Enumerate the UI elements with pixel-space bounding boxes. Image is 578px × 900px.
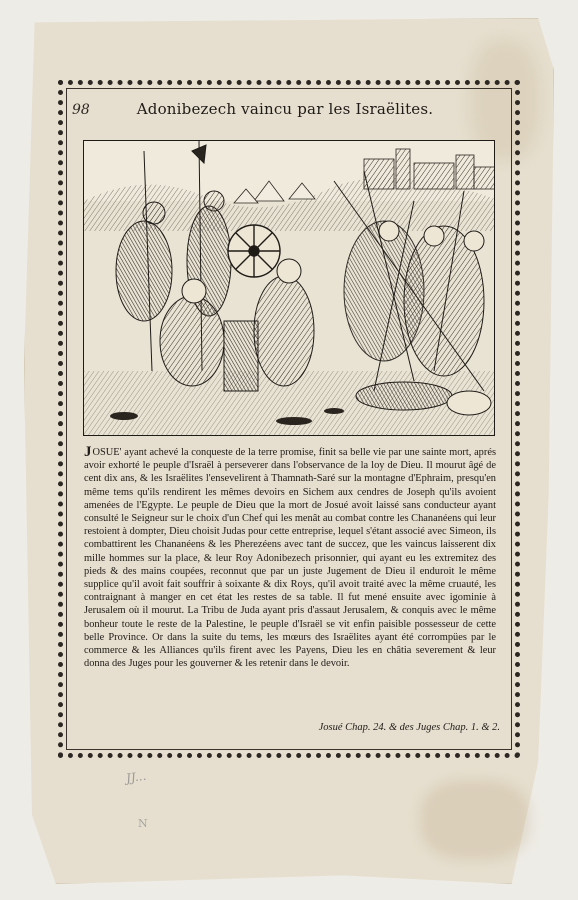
pencil-note: JJ...	[125, 768, 148, 786]
page-number: 98	[72, 102, 90, 118]
engraving-illustration	[83, 140, 495, 436]
stain	[420, 780, 530, 860]
pencil-mark: N	[138, 817, 148, 830]
drop-cap: J	[84, 444, 92, 460]
body-paragraph: OSUE' ayant achevé la conqueste de la terre promise, finit sa belle vie par une sainte mort, aprés avoir exhorté le peuple d'Israël à perseverer dans l'observance de la loy de Dieu. Il mourut âgé de cent dix ans, & les Israëlites l'ensevelirent à Thamnath-Saré sur la montagne d'Ephraim, presqu'en même tems qu'ils rendirent les mêmes devoirs en Sichem aux cendres de Joseph qu'ils avoient amenées de l'Egypte. Le peuple de Dieu que la mort de Josué avoit laissé sans conducteur ayant consulté le Seigneur sur le choix d'un Chef qui les menât au combat contre les Chananéens qui leur restoient à dompter, Dieu choisit Judas pour cette entreprise, lequel s'étant associé avec Simeon, ils combattirent les Chananéens & les Pherezéens avec tant de succez, que les vaincus laisserent dix mille hommes sur la place, & leur Roy Adonibezech prisonnier, qui ayant eu les extremitez des pieds & des mains coupées, reconnut que par un juste Jugement de Dieu il enduroit le même supplice qu'il avoit fait souffrir à soixante & dix Roys, qu'il avoit traité avec la même cruauté, les contraignant à manger en cet état les restes de sa table. Il fut mené ensuite avec igominie à Jerusalem où il mourut. La Tribu de Juda ayant pris d'assaut Jerusalem, & conquis avec le même bonheur toute le reste de la Palestine, le peuple d'Israël se vit enfin paisible possesseur de cette belle Province. Or dans la suite du tems, les mœurs des Israëlites ayant été corrompües par le commerce & les Alliances qu'ils firent avec les Payens, Dieu les en châtia severement & leur donna des Juges pour les gouverner & les retenir dans le devoir.	[84, 447, 496, 670]
page-title: Adonibezech vaincu par les Israëlites.	[136, 100, 434, 118]
battle-scene-image	[84, 141, 495, 436]
scripture-reference: Josué Chap. 24. & des Juges Chap. 1. & 2.	[318, 722, 500, 733]
body-text	[84, 446, 496, 670]
